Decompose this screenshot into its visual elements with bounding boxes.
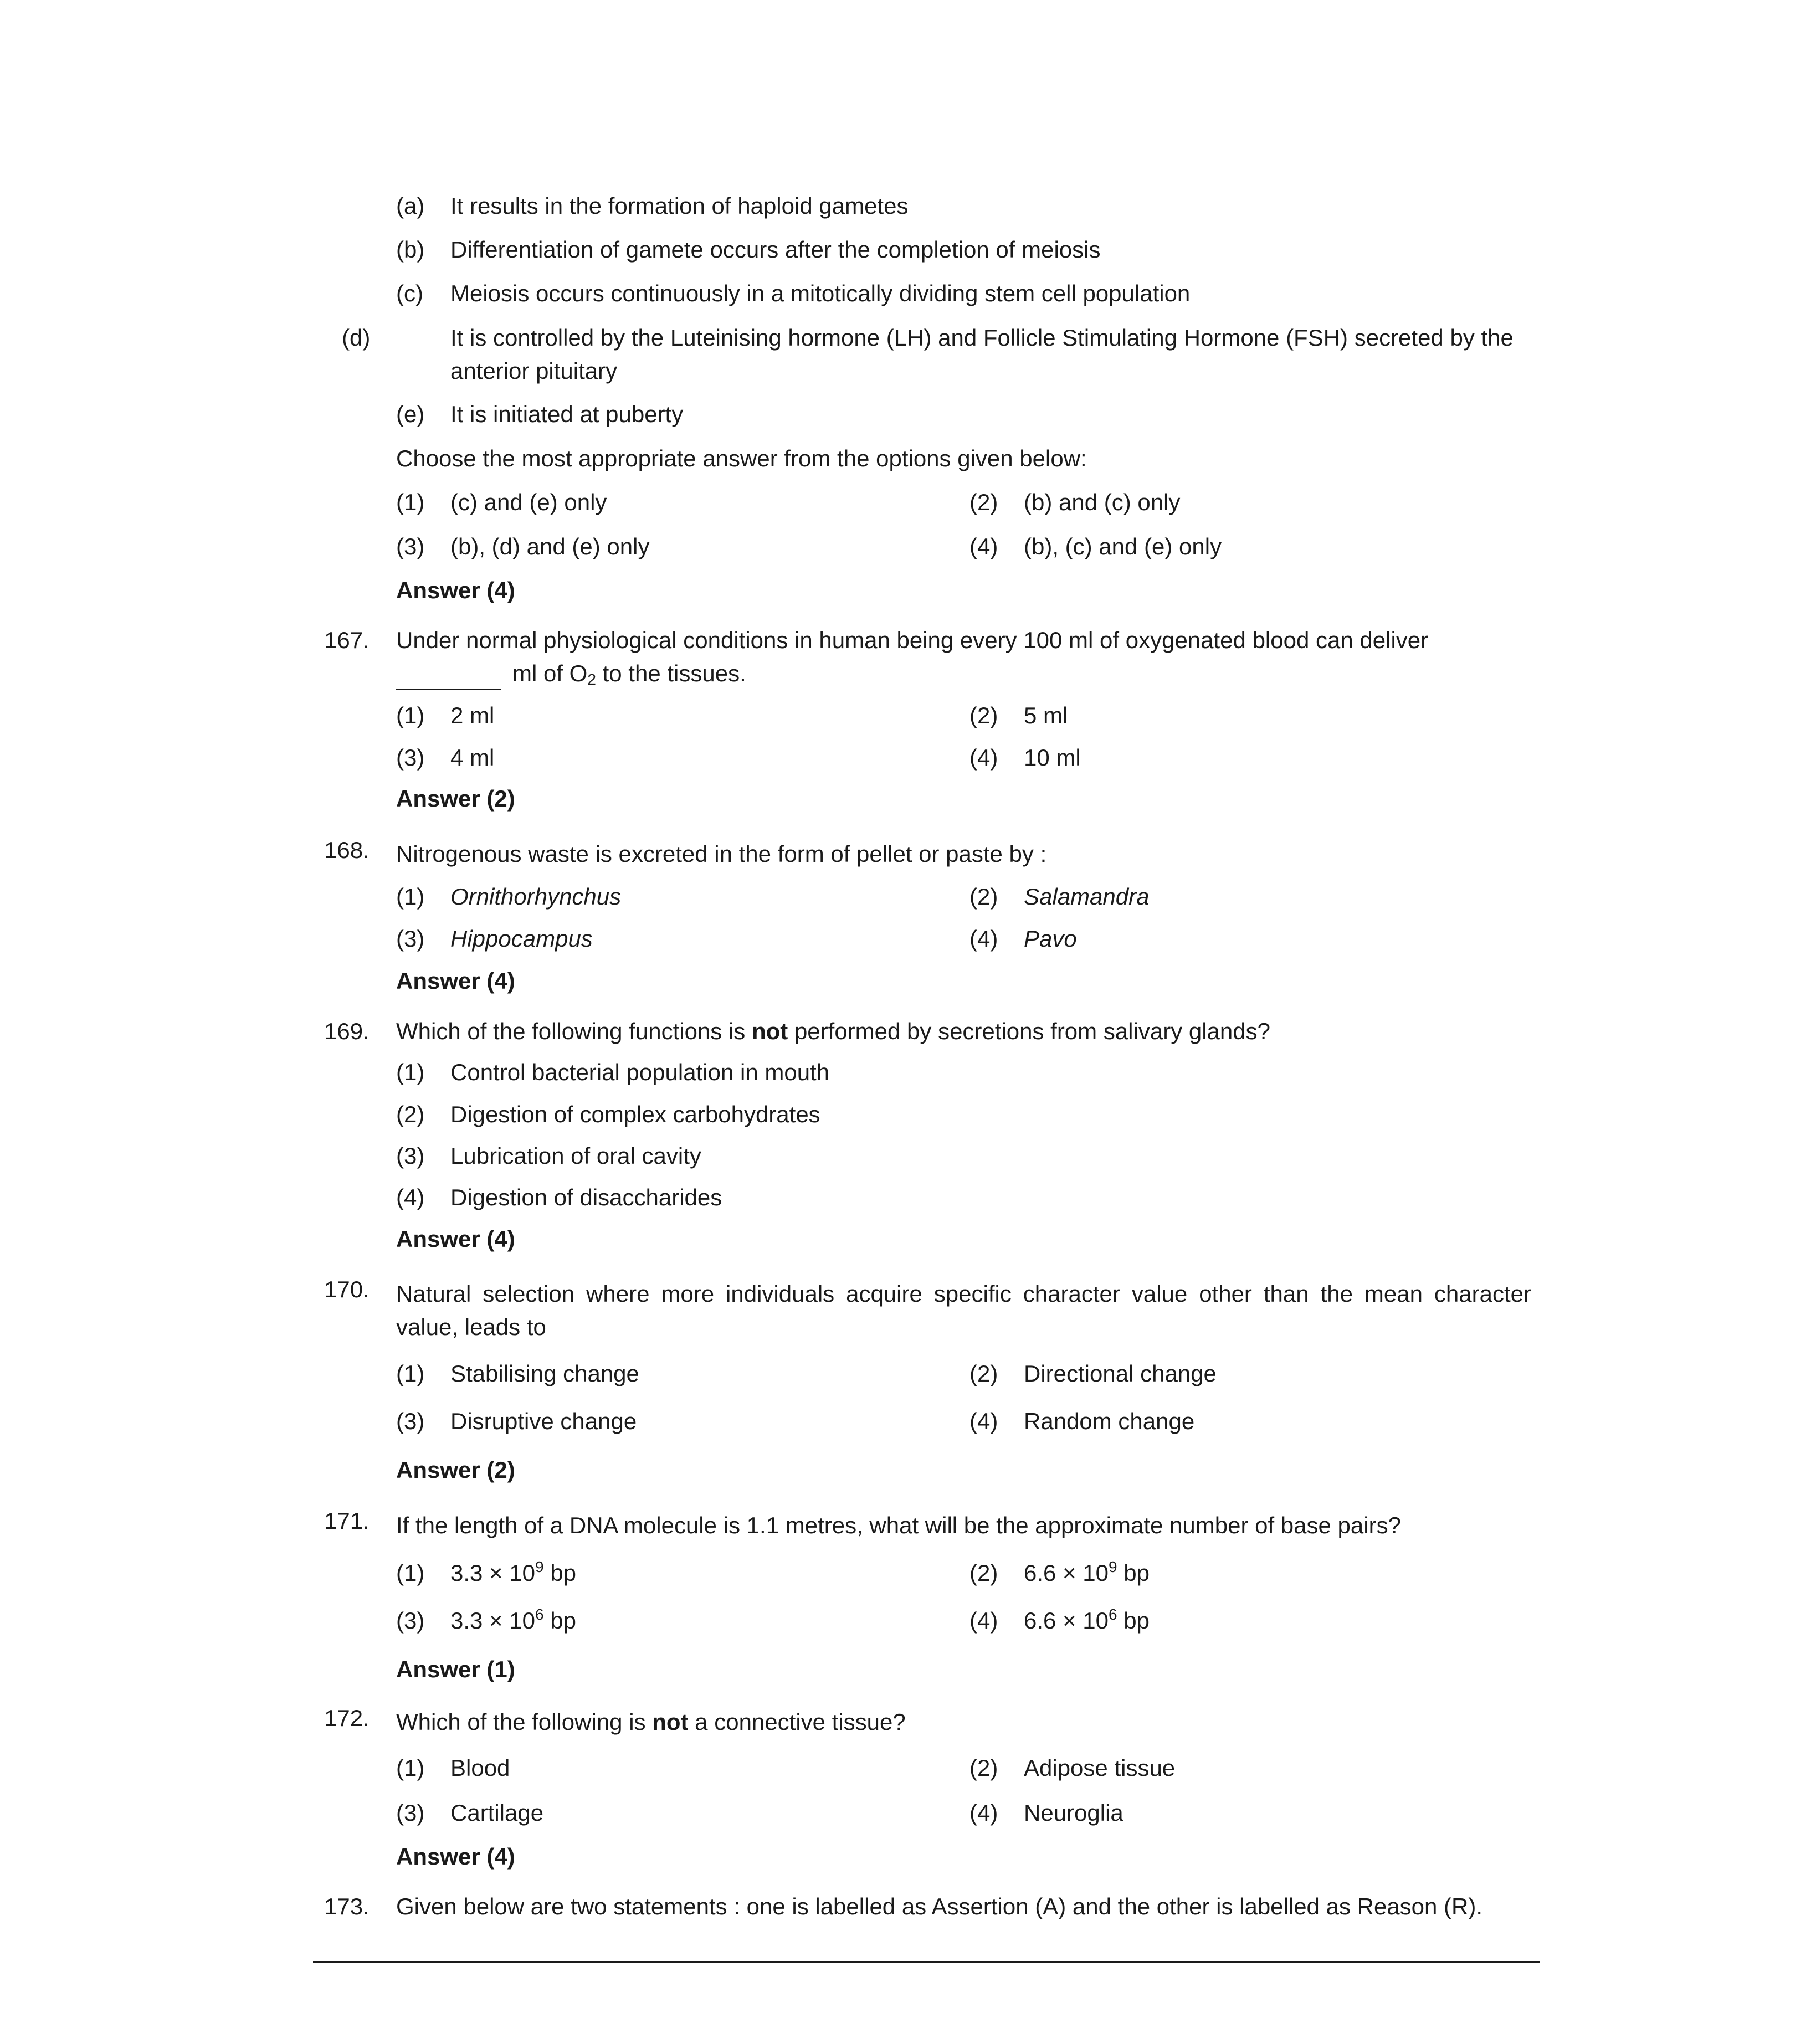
option-text: 4 ml	[450, 744, 495, 771]
option-row	[396, 1405, 1531, 1438]
question-number: 173.	[324, 1893, 370, 1919]
option-row	[396, 486, 1531, 519]
question-text: Nitrogenous waste is excreted in the form of pellet or paste by :	[396, 841, 1047, 867]
option-row	[396, 1796, 1531, 1830]
question-number: 172.	[324, 1705, 370, 1731]
option-text: (b), (d) and (e) only	[450, 533, 650, 559]
option-text: (c) and (e) only	[450, 489, 607, 515]
statement-label: (d)	[342, 325, 371, 351]
option-text: Neuroglia	[1024, 1800, 1123, 1826]
option-row	[396, 1357, 1531, 1390]
option-text: Pavo	[1024, 926, 1077, 952]
option-text: Control bacterial population in mouth	[450, 1059, 830, 1085]
option-text: Digestion of complex carbohydrates	[450, 1101, 820, 1127]
statement-text: Meiosis occurs continuously in a mitotically dividing stem cell population	[450, 280, 1191, 306]
statement-b	[396, 233, 1531, 266]
question-text-part: ml of O	[512, 660, 588, 686]
question-text: If the length of a DNA molecule is 1.1 metres, what will be the approximate number of base pairs?	[396, 1512, 1401, 1538]
option-unit: bp	[1117, 1560, 1150, 1586]
option-row	[396, 1098, 1531, 1131]
option-row	[396, 1557, 1531, 1590]
option-label: (1)	[396, 884, 425, 910]
question-emphasis: not	[751, 1018, 788, 1044]
option-label: (2)	[969, 1560, 998, 1586]
option-row	[396, 880, 1531, 913]
option-label: (4)	[969, 744, 998, 771]
option-text: Stabilising change	[450, 1360, 639, 1386]
option-label: (2)	[396, 1101, 425, 1127]
option-text: Hippocampus	[450, 926, 593, 952]
exponent: 6	[535, 1606, 544, 1623]
option-label: (1)	[396, 1059, 425, 1085]
exponent: 6	[1108, 1606, 1117, 1623]
option-row	[396, 530, 1531, 563]
question-text-part: Which of the following functions is	[396, 1018, 752, 1044]
statement-d	[342, 321, 1531, 388]
statement-text: Differentiation of gamete occurs after the completion of meiosis	[450, 237, 1101, 263]
answer-text: Answer (4)	[396, 1226, 515, 1252]
option-label: (4)	[969, 926, 998, 952]
question-text-part: a connective tissue?	[688, 1709, 906, 1735]
question-text-part: Under normal physiological conditions in human being every 100 ml of oxygenated blood can deliver	[396, 627, 1429, 653]
option-label: (2)	[969, 1755, 998, 1781]
answer-text: Answer (2)	[396, 785, 515, 812]
question-text: Natural selection where more individuals acquire specific character value other than the mean character value, leads to	[396, 1281, 1531, 1340]
statement-text: It is controlled by the Luteinising hormone (LH) and Follicle Stimulating Hormone (FSH) secreted by the anterior pituitary	[450, 325, 1514, 384]
statement-a	[396, 189, 1531, 223]
option-label: (4)	[969, 1800, 998, 1826]
question-number: 168.	[324, 837, 370, 863]
option-value: 6.6 × 10	[1024, 1608, 1109, 1634]
option-label: (2)	[969, 1360, 998, 1386]
option-label: (2)	[969, 702, 998, 728]
option-label: (3)	[396, 1608, 425, 1634]
option-value: 3.3 × 10	[450, 1560, 535, 1586]
option-label: (3)	[396, 533, 425, 559]
option-label: (2)	[969, 884, 998, 910]
statement-text: It results in the formation of haploid gametes	[450, 193, 909, 219]
option-label: (3)	[396, 1800, 425, 1826]
option-label: (2)	[969, 489, 998, 515]
statement-e	[396, 398, 1531, 431]
option-text: Blood	[450, 1755, 510, 1781]
option-text: Ornithorhynchus	[450, 884, 622, 910]
exponent: 9	[535, 1558, 544, 1575]
fill-blank	[396, 666, 501, 690]
option-text: (b) and (c) only	[1024, 489, 1181, 515]
option-label: (3)	[396, 1143, 425, 1169]
option-unit: bp	[1117, 1608, 1150, 1634]
option-row	[396, 699, 1531, 732]
question-text-part: performed by secretions from salivary glands?	[788, 1018, 1270, 1044]
statement-label: (e)	[396, 401, 425, 427]
option-row	[396, 1181, 1531, 1214]
option-row	[396, 1604, 1531, 1637]
option-text: Lubrication of oral cavity	[450, 1143, 701, 1169]
question-number: 170.	[324, 1276, 370, 1302]
option-row	[396, 1752, 1531, 1785]
answer-text: Answer (2)	[396, 1457, 515, 1483]
option-text: Disruptive change	[450, 1408, 637, 1434]
question-text	[396, 1706, 1531, 1739]
option-row	[396, 922, 1531, 956]
option-label: (1)	[396, 489, 425, 515]
option-text: (b), (c) and (e) only	[1024, 533, 1222, 559]
option-label: (1)	[396, 1755, 425, 1781]
question-number: 169.	[324, 1018, 370, 1044]
statement-text: It is initiated at puberty	[450, 401, 684, 427]
question-number: 167.	[324, 627, 370, 653]
option-unit: bp	[543, 1608, 576, 1634]
question-text	[396, 624, 1531, 690]
option-text: 2 ml	[450, 702, 495, 728]
question-text: Given below are two statements : one is labelled as Assertion (A) and the other is labelled as Reason (R).	[396, 1893, 1483, 1919]
answer-text: Answer (4)	[396, 968, 515, 994]
option-row	[396, 1139, 1531, 1173]
option-row	[396, 1056, 1531, 1089]
instruction-text: Choose the most appropriate answer from the options given below:	[396, 445, 1087, 471]
option-text: Adipose tissue	[1024, 1755, 1176, 1781]
option-text: Directional change	[1024, 1360, 1217, 1386]
option-unit: bp	[543, 1560, 576, 1586]
option-text: 10 ml	[1024, 744, 1081, 771]
subscript: 2	[587, 671, 596, 688]
statement-label: (a)	[396, 193, 425, 219]
option-label: (1)	[396, 1360, 425, 1386]
question-text-part: to the tissues.	[596, 660, 746, 686]
option-label: (4)	[969, 1608, 998, 1634]
question-text	[396, 1015, 1531, 1048]
option-row	[396, 741, 1531, 774]
statement-label: (b)	[396, 237, 425, 263]
question-number: 171.	[324, 1508, 370, 1534]
option-label: (3)	[396, 926, 425, 952]
option-value: 3.3 × 10	[450, 1608, 535, 1634]
answer-text: Answer (1)	[396, 1656, 515, 1682]
answer-text: Answer (4)	[396, 577, 515, 603]
option-text: Random change	[1024, 1408, 1195, 1434]
option-label: (3)	[396, 744, 425, 771]
statement-c	[396, 277, 1531, 310]
option-label: (1)	[396, 702, 425, 728]
option-label: (1)	[396, 1560, 425, 1586]
option-text: Digestion of disaccharides	[450, 1184, 722, 1210]
option-text: Cartilage	[450, 1800, 544, 1826]
option-text: Salamandra	[1024, 884, 1150, 910]
statement-label: (c)	[396, 280, 423, 306]
option-label: (4)	[969, 1408, 998, 1434]
question-text-part: Which of the following is	[396, 1709, 653, 1735]
question-emphasis: not	[652, 1709, 689, 1735]
footer-divider	[313, 1961, 1540, 1963]
answer-text: Answer (4)	[396, 1843, 515, 1870]
option-label: (4)	[969, 533, 998, 559]
exponent: 9	[1108, 1558, 1117, 1575]
option-label: (3)	[396, 1408, 425, 1434]
option-value: 6.6 × 10	[1024, 1560, 1109, 1586]
option-label: (4)	[396, 1184, 425, 1210]
option-text: 5 ml	[1024, 702, 1068, 728]
